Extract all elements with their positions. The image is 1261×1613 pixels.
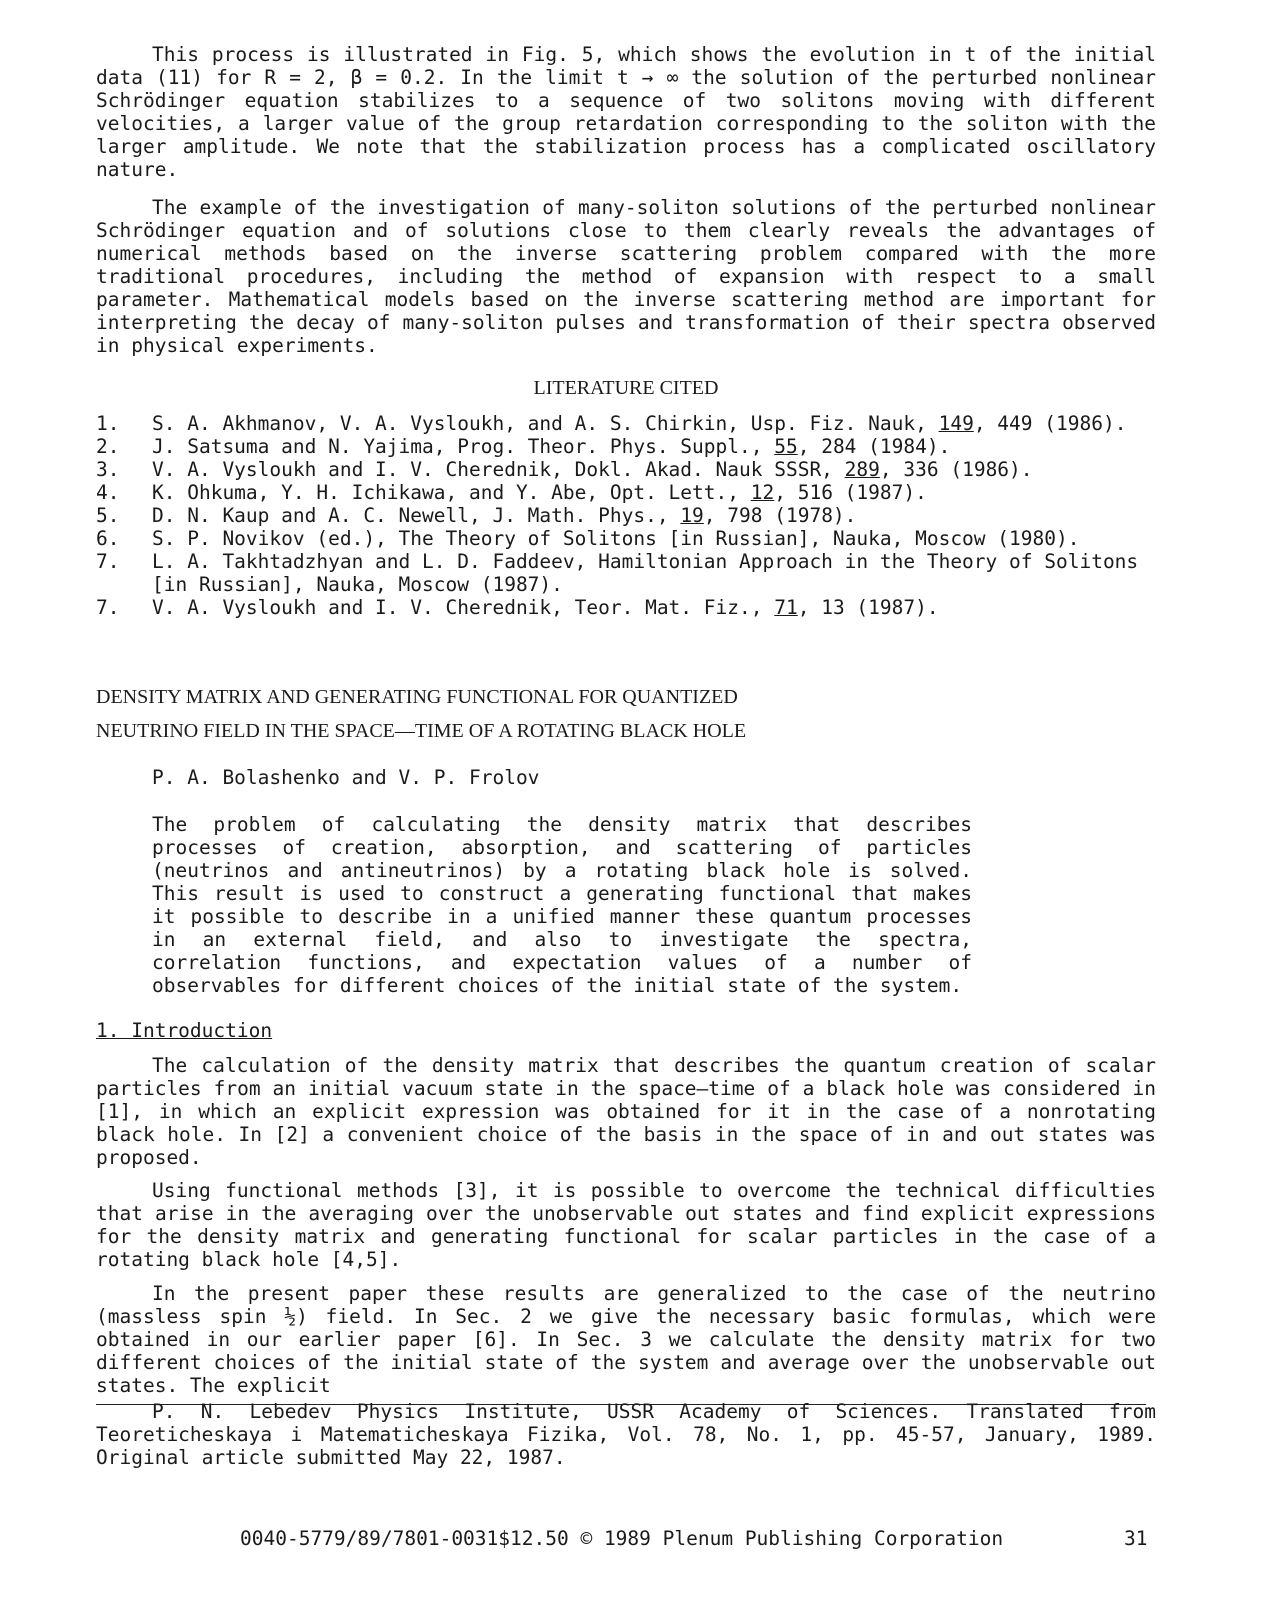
reference-number: 4.: [96, 481, 120, 504]
page-number: 31: [1124, 1527, 1148, 1550]
reference-number: 3.: [96, 458, 120, 481]
reference-volume: 55: [774, 435, 798, 458]
reference-list: [96, 412, 1156, 619]
reference-number: 5.: [96, 504, 120, 527]
reference-item: [96, 504, 1156, 527]
reference-text: V. A. Vysloukh and I. V. Cherednik, Teor. Mat. Fiz.,: [152, 596, 775, 619]
abstract: The problem of calculating the density matrix that describes processes of creation, absorption, and scattering of particles (neutrinos and antineutrinos) by a rotating black hole is solved. This result is used to construct a generating functional that makes it possible to describe in a unified manner these quantum processes in an external field, and also to investigate the spectra, correlation functions, and expectation values of a number of observables for different choices of the initial state of the system.: [152, 813, 972, 997]
reference-tail: , 798 (1978).: [703, 504, 857, 527]
reference-item: [96, 527, 1156, 550]
copyright-line: 0040-5779/89/7801-0031$12.50 © 1989 Plenum Publishing Corporation: [240, 1527, 1004, 1550]
intro-paragraph: The calculation of the density matrix that describes the quantum creation of scalar particles from an initial vacuum state in the space—time of a black hole was considered in [1], in which an explicit expression was obtained for it in the case of a nonrotating black hole. In [2] a convenient choice of the basis in the space of in and out states was proposed.: [96, 1054, 1156, 1169]
reference-tail: , 516 (1987).: [774, 481, 927, 504]
reference-text: S. A. Akhmanov, V. A. Vysloukh, and A. S. Chirkin, Usp. Fiz. Nauk,: [152, 412, 939, 435]
reference-tail: , 449 (1986).: [973, 412, 1127, 435]
intro-paragraph: Using functional methods [3], it is possible to overcome the technical difficulties that arise in the averaging over the unobservable out states and find explicit expressions for the density matrix and generating functional for scalar particles in the case of a rotating black hole [4,5].: [96, 1179, 1156, 1271]
reference-tail: , 284 (1984).: [797, 435, 951, 458]
footnote: P. N. Lebedev Physics Institute, USSR Academy of Sciences. Translated from Teoreticheskaya i Matematicheskaya Fizika, Vol. 78, No. 1, pp. 45-57, January, 1989. Original article submitted May 22, 1987.: [96, 1400, 1156, 1469]
literature-heading: LITERATURE CITED: [533, 377, 719, 399]
reference-number: 7.: [96, 596, 120, 619]
article-title-line-2: NEUTRINO FIELD IN THE SPACE—TIME OF A ROTATING BLACK HOLE: [96, 720, 747, 742]
reference-volume: 19: [680, 504, 704, 527]
reference-item: [96, 481, 1156, 504]
reference-text: J. Satsuma and N. Yajima, Prog. Theor. Phys. Suppl.,: [152, 435, 775, 458]
reference-volume: 149: [938, 412, 974, 435]
body-paragraph: The example of the investigation of many-soliton solutions of the perturbed nonlinear Schrödinger equation and of solutions close to them clearly reveals the advantages of numerical methods based on the inverse scattering problem compared with the more traditional procedures, including the method of expansion with respect to a small parameter. Mathematical models based on the inverse scattering method are important for interpreting the decay of many-soliton pulses and transformation of their spectra observed in physical experiments.: [96, 196, 1156, 357]
article-title-line-1: DENSITY MATRIX AND GENERATING FUNCTIONAL FOR QUANTIZED: [96, 686, 738, 708]
section-heading-introduction: [96, 1019, 1156, 1042]
reference-text: K. Ohkuma, Y. H. Ichikawa, and Y. Abe, Opt. Lett.,: [152, 481, 751, 504]
reference-item: [96, 412, 1156, 435]
reference-text: S. P. Novikov (ed.), The Theory of Solitons [in Russian], Nauka, Moscow (1980).: [152, 527, 1080, 550]
reference-item: [96, 596, 1156, 619]
section-heading-text: 1. Introduction: [96, 1019, 273, 1042]
reference-text: L. A. Takhtadzhyan and L. D. Faddeev, Hamiltonian Approach in the Theory of Solitons [in Russian], Nauka, Moscow (1987).: [152, 550, 1139, 596]
reference-number: 6.: [96, 527, 120, 550]
reference-text: D. N. Kaup and A. C. Newell, J. Math. Phys.,: [152, 504, 681, 527]
reference-number: 7.: [96, 550, 120, 573]
reference-volume: 289: [844, 458, 880, 481]
reference-item: [96, 435, 1156, 458]
reference-number: 1.: [96, 412, 120, 435]
authors: P. A. Bolashenko and V. P. Frolov: [152, 766, 540, 789]
reference-volume: 71: [774, 596, 798, 619]
reference-number: 2.: [96, 435, 120, 458]
reference-item: [96, 458, 1156, 481]
reference-text: V. A. Vysloukh and I. V. Cherednik, Dokl. Akad. Nauk SSSR,: [152, 458, 845, 481]
reference-volume: 12: [750, 481, 775, 504]
intro-paragraph: In the present paper these results are generalized to the case of the neutrino (massless spin ½) field. In Sec. 2 we give the necessary basic formulas, which were obtained in our earlier paper [6]. In Sec. 3 we calculate the density matrix for two different choices of the initial state of the system and average over the unobservable out states. The explicit: [96, 1282, 1156, 1397]
reference-tail: , 336 (1986).: [879, 458, 1033, 481]
body-paragraph: This process is illustrated in Fig. 5, which shows the evolution in t of the initial data (11) for R = 2, β = 0.2. In the limit t → ∞ the solution of the perturbed nonlinear Schrödinger equation stabilizes to a sequence of two solitons moving with different velocities, a larger value of the group retardation corresponding to the soliton with the larger amplitude. We note that the stabilization process has a complicated oscillatory nature.: [96, 43, 1156, 181]
reference-tail: , 13 (1987).: [797, 596, 939, 619]
reference-item: [96, 550, 1156, 596]
